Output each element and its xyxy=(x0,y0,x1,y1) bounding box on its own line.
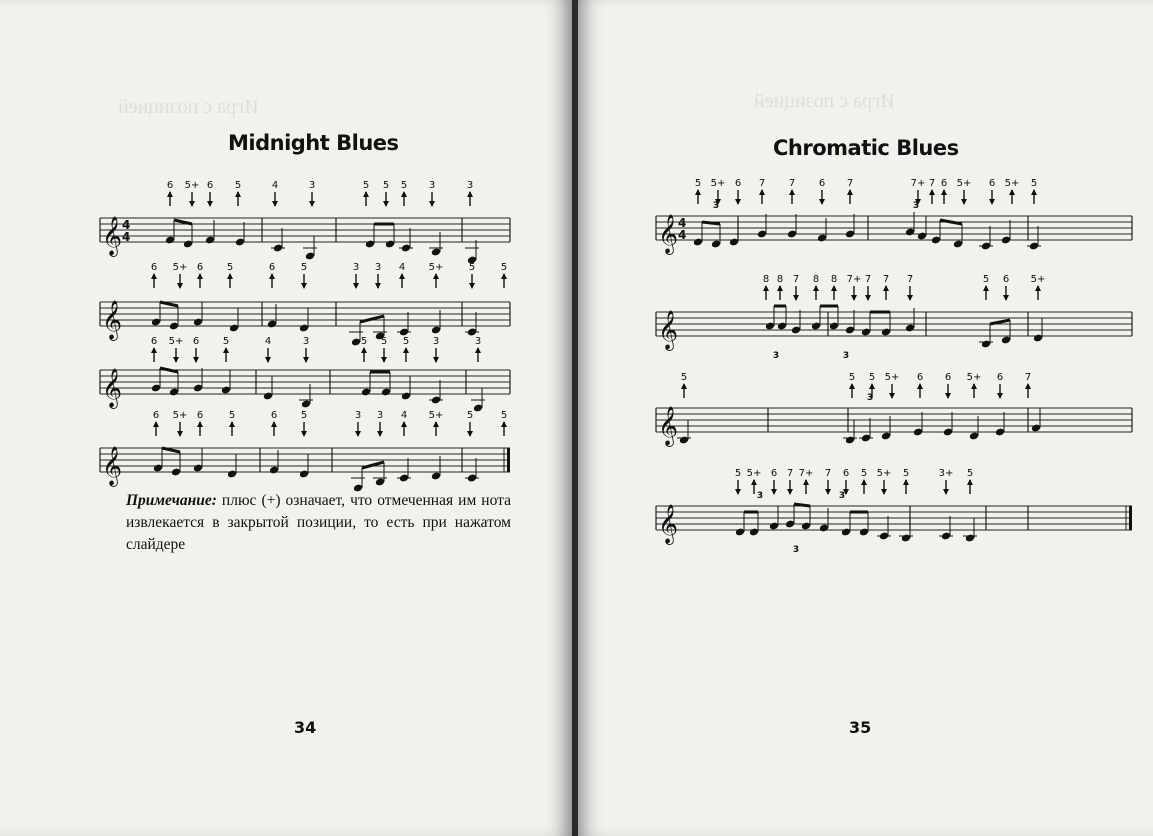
blow-arrow-icon xyxy=(1031,189,1037,195)
tab-number: 3 xyxy=(302,336,310,347)
tab-number: 5 xyxy=(234,180,242,191)
blow-arrow-icon xyxy=(1009,189,1015,195)
page-number: 34 xyxy=(294,718,317,737)
tab-number: 5+ xyxy=(168,336,184,347)
draw-arrow-icon xyxy=(377,431,383,437)
triplet-mark: 3 xyxy=(772,351,780,361)
tab-number: 3 xyxy=(376,410,384,421)
music-staff xyxy=(100,178,520,260)
blow-arrow-icon xyxy=(475,347,481,353)
blow-arrow-icon xyxy=(917,383,923,389)
tab-number: 7 xyxy=(846,178,854,189)
tab-number: 3 xyxy=(474,336,482,347)
triplet-mark: 3 xyxy=(838,491,846,501)
tab-number: 6 xyxy=(818,178,826,189)
tab-number: 3 xyxy=(428,180,436,191)
tab-number: 5+ xyxy=(884,372,900,383)
blow-arrow-icon xyxy=(681,383,687,389)
draw-arrow-icon xyxy=(189,201,195,207)
draw-arrow-icon xyxy=(943,489,949,495)
draw-arrow-icon xyxy=(787,489,793,495)
tab-number: 6 xyxy=(206,180,214,191)
tab-number: 7 xyxy=(906,274,914,285)
tab-number: 4 xyxy=(400,410,408,421)
tab-number: 7 xyxy=(882,274,890,285)
tab-number: 5 xyxy=(382,180,390,191)
blow-arrow-icon xyxy=(153,421,159,427)
tab-number: 5 xyxy=(300,410,308,421)
draw-arrow-icon xyxy=(961,199,967,205)
tab-number: 7+ xyxy=(798,468,814,479)
blow-arrow-icon xyxy=(967,479,973,485)
draw-arrow-icon xyxy=(301,283,307,289)
tab-number: 5 xyxy=(362,180,370,191)
music-staff xyxy=(100,334,520,416)
tab-number: 5 xyxy=(500,410,508,421)
triplet-mark: 3 xyxy=(792,545,800,555)
blow-arrow-icon xyxy=(227,273,233,279)
draw-arrow-icon xyxy=(375,283,381,289)
tab-number: 3 xyxy=(432,336,440,347)
note-beam xyxy=(160,302,178,306)
tab-number: 6 xyxy=(734,178,742,189)
tab-number: 6 xyxy=(196,410,204,421)
bleed-through-text: Игра с позицией xyxy=(118,96,259,118)
treble-clef-icon: 𝄞 xyxy=(102,300,123,340)
draw-arrow-icon xyxy=(1003,295,1009,301)
note-beam xyxy=(360,316,384,322)
blow-arrow-icon xyxy=(847,189,853,195)
draw-arrow-icon xyxy=(881,489,887,495)
footnote xyxy=(126,490,511,556)
note-beam xyxy=(990,320,1010,324)
tab-number: 5+ xyxy=(966,372,982,383)
tab-number: 5 xyxy=(380,336,388,347)
blow-arrow-icon xyxy=(831,285,837,291)
page-title: Midnight Blues xyxy=(228,131,399,155)
music-staff xyxy=(656,466,1140,566)
tab-number: 4 xyxy=(398,262,406,273)
footnote-text: плюс (+) означает, что отмеченная им нота извлекается в закрытой позиции, то есть при нажатом слайдере xyxy=(126,492,511,553)
tab-number: 5 xyxy=(226,262,234,273)
draw-arrow-icon xyxy=(381,357,387,363)
blow-arrow-icon xyxy=(759,189,765,195)
blow-arrow-icon xyxy=(151,273,157,279)
blow-arrow-icon xyxy=(1035,285,1041,291)
draw-arrow-icon xyxy=(793,295,799,301)
footnote-label: Примечание: xyxy=(126,492,217,509)
note-beam xyxy=(162,448,180,452)
treble-clef-icon: 𝄞 xyxy=(102,446,123,486)
draw-arrow-icon xyxy=(825,489,831,495)
tab-number: 5+ xyxy=(428,410,444,421)
treble-clef-icon: 𝄞 xyxy=(658,406,679,446)
tab-number: 5 xyxy=(868,372,876,383)
tab-number: 6 xyxy=(196,262,204,273)
tab-number: 6 xyxy=(270,410,278,421)
blow-arrow-icon xyxy=(151,347,157,353)
blow-arrow-icon xyxy=(751,479,757,485)
draw-arrow-icon xyxy=(851,295,857,301)
draw-arrow-icon xyxy=(177,283,183,289)
draw-arrow-icon xyxy=(865,295,871,301)
tab-number: 7+ xyxy=(846,274,862,285)
tab-number: 5 xyxy=(400,180,408,191)
tab-number: 5 xyxy=(1030,178,1038,189)
tab-number: 5+ xyxy=(956,178,972,189)
blow-arrow-icon xyxy=(861,479,867,485)
tab-number: 7 xyxy=(758,178,766,189)
draw-arrow-icon xyxy=(429,201,435,207)
tab-number: 5 xyxy=(734,468,742,479)
treble-clef-icon: 𝄞 xyxy=(102,216,123,256)
tab-number: 8 xyxy=(830,274,838,285)
tab-number: 5 xyxy=(300,262,308,273)
tab-number: 3 xyxy=(354,410,362,421)
blow-arrow-icon xyxy=(399,273,405,279)
tab-number: 5+ xyxy=(428,262,444,273)
triplet-mark: 3 xyxy=(866,393,874,403)
tab-number: 7 xyxy=(786,468,794,479)
tab-number: 5+ xyxy=(710,178,726,189)
tab-number: 5 xyxy=(360,336,368,347)
tab-number: 5 xyxy=(222,336,230,347)
blow-arrow-icon xyxy=(361,347,367,353)
tab-number: 6 xyxy=(192,336,200,347)
tab-number: 6 xyxy=(166,180,174,191)
final-barline xyxy=(1129,506,1132,530)
tab-number: 5 xyxy=(500,262,508,273)
note-beam xyxy=(362,462,384,468)
triplet-mark: 3 xyxy=(912,201,920,211)
draw-arrow-icon xyxy=(173,357,179,363)
triplet-mark: 3 xyxy=(842,351,850,361)
note-beam xyxy=(702,222,720,224)
blow-arrow-icon xyxy=(235,191,241,197)
tab-number: 3 xyxy=(466,180,474,191)
tab-number: 5 xyxy=(860,468,868,479)
time-signature: 4 xyxy=(122,218,131,232)
time-signature: 4 xyxy=(678,228,687,242)
blow-arrow-icon xyxy=(929,189,935,195)
tab-number: 6 xyxy=(944,372,952,383)
blow-arrow-icon xyxy=(903,479,909,485)
blow-arrow-icon xyxy=(869,383,875,389)
note-beam xyxy=(940,220,962,224)
tab-number: 5 xyxy=(694,178,702,189)
note-beam xyxy=(794,504,810,506)
draw-arrow-icon xyxy=(303,357,309,363)
draw-arrow-icon xyxy=(301,431,307,437)
draw-arrow-icon xyxy=(771,489,777,495)
tab-number: 7+ xyxy=(910,178,926,189)
tab-number: 5 xyxy=(902,468,910,479)
tab-number: 6 xyxy=(150,336,158,347)
tab-number: 5+ xyxy=(746,468,762,479)
draw-arrow-icon xyxy=(997,393,1003,399)
blow-arrow-icon xyxy=(401,421,407,427)
tab-number: 7 xyxy=(788,178,796,189)
blow-arrow-icon xyxy=(803,479,809,485)
tab-number: 7 xyxy=(824,468,832,479)
blow-arrow-icon xyxy=(1025,383,1031,389)
blow-arrow-icon xyxy=(849,383,855,389)
draw-arrow-icon xyxy=(355,431,361,437)
blow-arrow-icon xyxy=(983,285,989,291)
tab-number: 5+ xyxy=(184,180,200,191)
blow-arrow-icon xyxy=(501,273,507,279)
tab-number: 4 xyxy=(271,180,279,191)
draw-arrow-icon xyxy=(353,283,359,289)
treble-clef-icon: 𝄞 xyxy=(658,310,679,350)
blow-arrow-icon xyxy=(695,189,701,195)
music-staff xyxy=(656,176,1140,266)
tab-number: 3 xyxy=(352,262,360,273)
draw-arrow-icon xyxy=(469,283,475,289)
note-beam xyxy=(174,220,192,224)
blow-arrow-icon xyxy=(971,383,977,389)
tab-number: 5+ xyxy=(876,468,892,479)
draw-arrow-icon xyxy=(177,431,183,437)
treble-clef-icon: 𝄞 xyxy=(658,504,679,544)
tab-number: 7 xyxy=(792,274,800,285)
draw-arrow-icon xyxy=(433,357,439,363)
draw-arrow-icon xyxy=(819,199,825,205)
tab-number: 5+ xyxy=(172,410,188,421)
music-staff xyxy=(656,272,1140,366)
page-number: 35 xyxy=(849,718,872,737)
tab-number: 5 xyxy=(466,410,474,421)
treble-clef-icon: 𝄞 xyxy=(102,368,123,408)
left-page xyxy=(0,0,572,836)
blow-arrow-icon xyxy=(433,421,439,427)
draw-arrow-icon xyxy=(265,357,271,363)
tab-number: 5 xyxy=(402,336,410,347)
tab-number: 5 xyxy=(848,372,856,383)
triplet-mark: 3 xyxy=(712,201,720,211)
note-beam xyxy=(160,368,178,372)
tab-number: 3 xyxy=(374,262,382,273)
draw-arrow-icon xyxy=(207,201,213,207)
draw-arrow-icon xyxy=(467,431,473,437)
draw-arrow-icon xyxy=(945,393,951,399)
tab-number: 6 xyxy=(988,178,996,189)
draw-arrow-icon xyxy=(383,201,389,207)
blow-arrow-icon xyxy=(229,421,235,427)
tab-number: 6 xyxy=(996,372,1004,383)
page-title: Chromatic Blues xyxy=(773,136,959,160)
blow-arrow-icon xyxy=(223,347,229,353)
tab-number: 8 xyxy=(776,274,784,285)
draw-arrow-icon xyxy=(735,199,741,205)
tab-number: 6 xyxy=(268,262,276,273)
tab-number: 5 xyxy=(228,410,236,421)
blow-arrow-icon xyxy=(403,347,409,353)
tab-number: 3+ xyxy=(938,468,954,479)
right-page xyxy=(578,0,1153,836)
blow-arrow-icon xyxy=(401,191,407,197)
tab-number: 5 xyxy=(468,262,476,273)
tab-number: 8 xyxy=(762,274,770,285)
tab-number: 5 xyxy=(680,372,688,383)
blow-arrow-icon xyxy=(167,191,173,197)
triplet-mark: 3 xyxy=(756,491,764,501)
tab-number: 7 xyxy=(864,274,872,285)
time-signature: 4 xyxy=(122,230,131,244)
blow-arrow-icon xyxy=(813,285,819,291)
treble-clef-icon: 𝄞 xyxy=(658,214,679,254)
time-signature: 4 xyxy=(678,216,687,230)
blow-arrow-icon xyxy=(269,273,275,279)
tab-number: 7 xyxy=(928,178,936,189)
tab-number: 5 xyxy=(966,468,974,479)
tab-number: 6 xyxy=(940,178,948,189)
draw-arrow-icon xyxy=(989,199,995,205)
blow-arrow-icon xyxy=(789,189,795,195)
music-staff xyxy=(100,260,520,342)
tab-number: 7 xyxy=(1024,372,1032,383)
tab-number: 6 xyxy=(152,410,160,421)
tab-number: 4 xyxy=(264,336,272,347)
blow-arrow-icon xyxy=(941,189,947,195)
tab-number: 6 xyxy=(770,468,778,479)
final-barline xyxy=(507,448,510,472)
tab-number: 5+ xyxy=(1004,178,1020,189)
tab-number: 6 xyxy=(842,468,850,479)
blow-arrow-icon xyxy=(197,273,203,279)
draw-arrow-icon xyxy=(735,489,741,495)
draw-arrow-icon xyxy=(193,357,199,363)
blow-arrow-icon xyxy=(763,285,769,291)
blow-arrow-icon xyxy=(271,421,277,427)
tab-number: 6 xyxy=(150,262,158,273)
draw-arrow-icon xyxy=(889,393,895,399)
blow-arrow-icon xyxy=(363,191,369,197)
music-staff xyxy=(656,370,1140,464)
draw-arrow-icon xyxy=(272,201,278,207)
tab-number: 3 xyxy=(308,180,316,191)
tab-number: 5 xyxy=(982,274,990,285)
draw-arrow-icon xyxy=(309,201,315,207)
tab-number: 6 xyxy=(916,372,924,383)
blow-arrow-icon xyxy=(501,421,507,427)
blow-arrow-icon xyxy=(883,285,889,291)
blow-arrow-icon xyxy=(197,421,203,427)
blow-arrow-icon xyxy=(433,273,439,279)
tab-number: 5+ xyxy=(1030,274,1046,285)
blow-arrow-icon xyxy=(777,285,783,291)
music-staff xyxy=(100,408,520,490)
tab-number: 8 xyxy=(812,274,820,285)
tab-number: 5+ xyxy=(172,262,188,273)
draw-arrow-icon xyxy=(907,295,913,301)
bleed-through-text: Игра с позицией xyxy=(754,90,895,112)
blow-arrow-icon xyxy=(467,191,473,197)
tab-number: 6 xyxy=(1002,274,1010,285)
